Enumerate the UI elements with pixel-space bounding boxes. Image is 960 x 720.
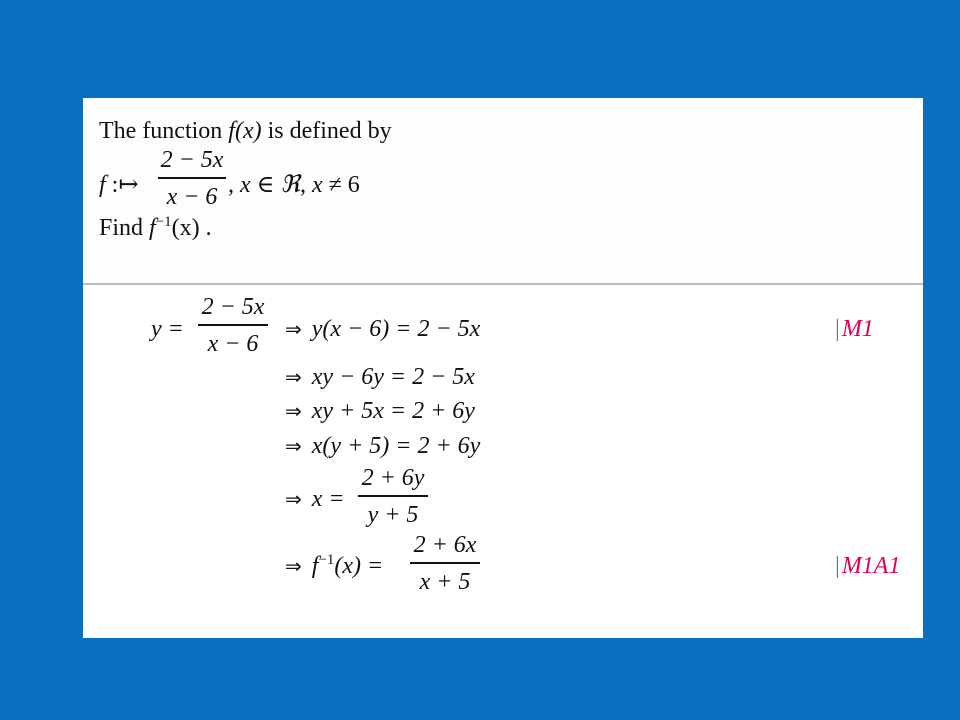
domain-value: 6 (341, 172, 360, 198)
inverse-superscript: −1 (155, 214, 172, 230)
fraction-numerator: 2 − 5x (160, 147, 224, 173)
mark-label: M1 (841, 316, 874, 342)
mark-m1 (835, 316, 874, 343)
step5-lhs (285, 486, 345, 513)
step6-fraction-bar (410, 562, 480, 564)
implies-icon: ⇒ (285, 365, 302, 389)
step1-lhs: y = (151, 316, 184, 342)
inverse-f: f (149, 215, 156, 241)
fraction-denominator: x − 6 (166, 184, 218, 210)
question-box (83, 98, 923, 285)
content-panel (83, 98, 923, 638)
step6-fraction (410, 531, 480, 596)
step2-equation: xy − 6y = 2 − 5x (311, 364, 475, 390)
step6-denominator: x + 5 (419, 569, 471, 595)
step1-denominator: x − 6 (207, 331, 259, 357)
step6-numerator: 2 + 6x (413, 532, 477, 558)
domain-text: , x ∈ ℜ, x (228, 172, 329, 198)
step2 (285, 364, 475, 391)
mark-separator: | (835, 553, 840, 579)
inverse-superscript: −1 (318, 552, 335, 568)
step5-numerator: 2 + 6y (361, 465, 425, 491)
step1-fraction-bar (198, 324, 268, 326)
step1-fraction (198, 293, 268, 358)
mark-label: M1A1 (841, 553, 901, 579)
not-equal-symbol: ≠ (328, 172, 342, 198)
mapping-label (99, 170, 138, 199)
step6-equation: (x) = (334, 553, 384, 579)
implies-icon: ⇒ (285, 317, 302, 341)
step1-rhs (285, 316, 480, 343)
step5-denominator: y + 5 (367, 502, 419, 528)
step4 (285, 433, 480, 460)
find-text: Find (99, 215, 150, 241)
find-text-end: (x) . (171, 215, 212, 241)
question-text-end: is defined by (261, 118, 392, 144)
inverse-f: f (311, 553, 319, 579)
function-name: f (99, 172, 106, 198)
step5-fraction-bar (358, 495, 428, 497)
mark-separator: | (835, 316, 840, 342)
step5-fraction (358, 464, 428, 529)
fraction-bar (158, 177, 226, 179)
maps-to-symbol: :↦ (111, 172, 139, 198)
step5-equation: x = (311, 486, 345, 512)
question-text: The function (99, 118, 229, 144)
function-notation: f(x) (228, 118, 262, 144)
domain-condition (228, 170, 360, 199)
implies-icon: ⇒ (285, 554, 302, 578)
step3 (285, 398, 475, 425)
step6-lhs (285, 553, 383, 580)
mark-m1a1 (835, 553, 900, 580)
implies-icon: ⇒ (285, 399, 302, 423)
implies-icon: ⇒ (285, 434, 302, 458)
step3-equation: xy + 5x = 2 + 6y (311, 398, 475, 424)
question-line-1 (99, 118, 392, 145)
step4-equation: x(y + 5) = 2 + 6y (311, 433, 481, 459)
step1-numerator: 2 − 5x (201, 294, 265, 320)
function-fraction (158, 146, 226, 211)
implies-icon: ⇒ (285, 487, 302, 511)
find-line (99, 215, 212, 242)
step1-equation: y(x − 6) = 2 − 5x (311, 316, 481, 342)
